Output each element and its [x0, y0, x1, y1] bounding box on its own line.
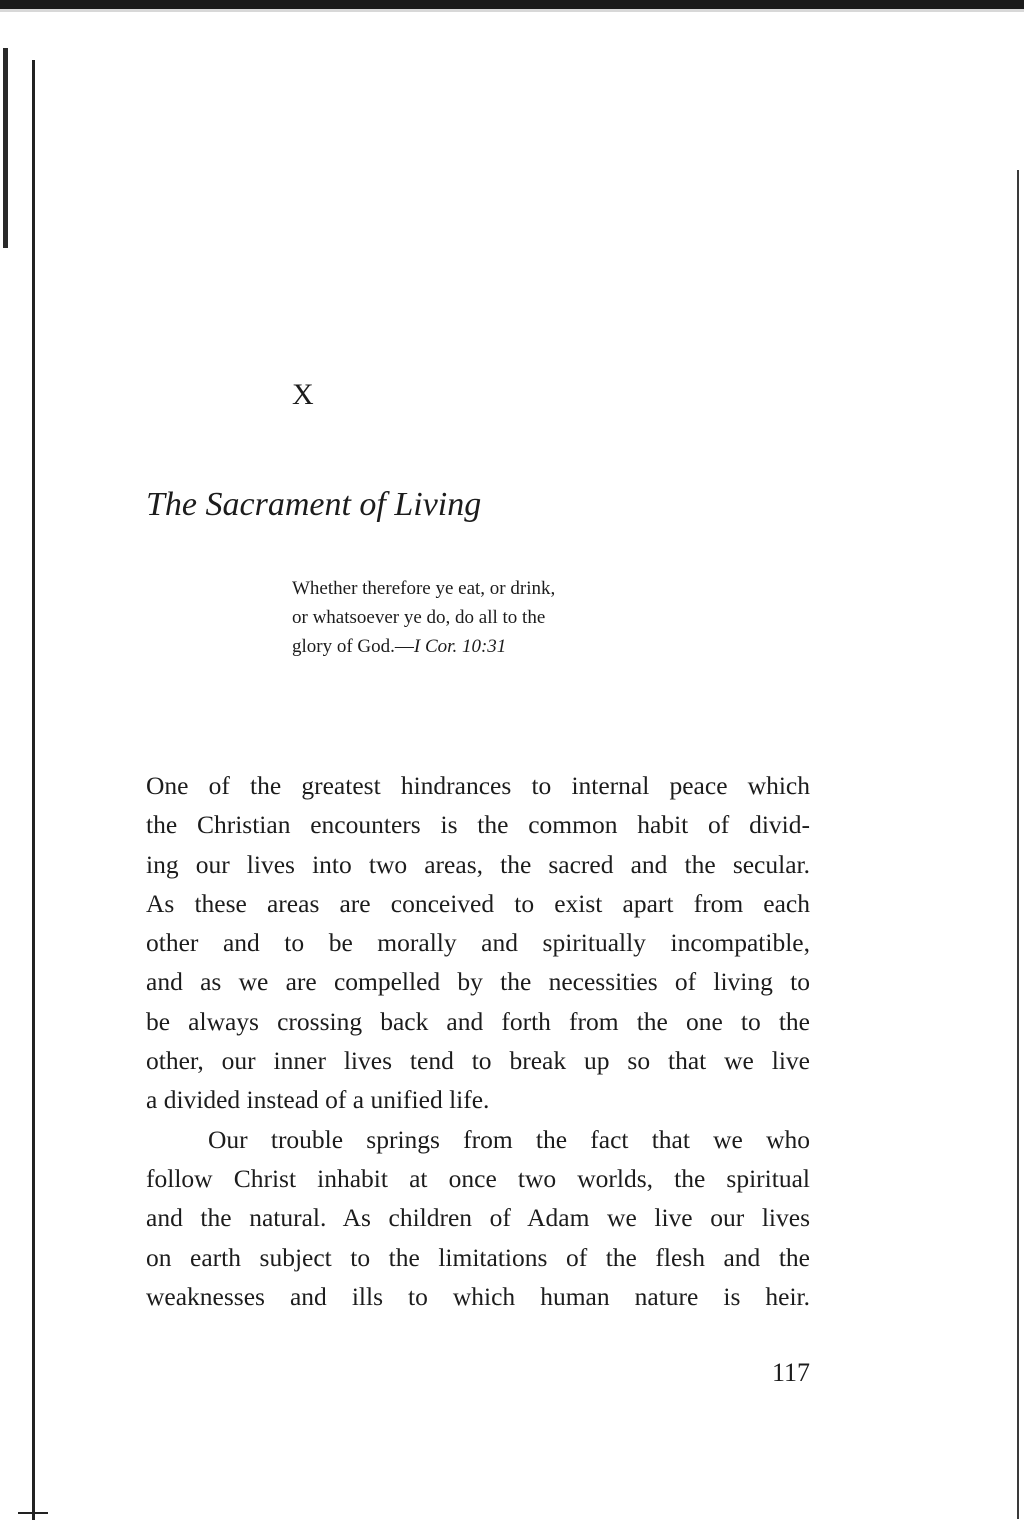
epigraph-text: glory of God.—	[292, 636, 414, 657]
paragraph-1	[146, 766, 810, 1120]
scan-top-shadow	[0, 9, 1024, 12]
text-line: weaknesses and ills to which human nature is heir.	[146, 1281, 810, 1311]
epigraph-line: Whether therefore ye eat, or drink,	[292, 578, 556, 599]
text-line: a divided instead of a unified life.	[146, 1085, 490, 1115]
epigraph	[292, 574, 672, 661]
text-line: other and to be morally and spiritually incompatible,	[146, 928, 810, 958]
scan-top-edge	[0, 0, 1024, 9]
epigraph-reference: I Cor. 10:31	[413, 636, 507, 657]
scan-left-bottom-mark	[18, 1512, 48, 1514]
epigraph-line-last	[292, 632, 672, 661]
epigraph-line: or whatsoever ye do, do all to the	[292, 607, 546, 628]
text-line: and the natural. As children of Adam we live our lives	[146, 1203, 810, 1233]
scan-left-outer-edge	[3, 48, 8, 248]
text-line: on earth subject to the limitations of the flesh and the	[146, 1242, 810, 1272]
body-text	[146, 766, 810, 1316]
chapter-title: The Sacrament of Living	[146, 486, 482, 523]
text-line: Our trouble springs from the fact that we who	[208, 1124, 810, 1154]
text-line: ing our lives into two areas, the sacred and the secular.	[146, 849, 810, 879]
text-line: other, our inner lives tend to break up so that we live	[146, 1046, 810, 1076]
page-number: 117	[771, 1358, 810, 1387]
chapter-number: X	[292, 378, 315, 411]
text-line: the Christian encounters is the common habit of divid-	[146, 810, 810, 840]
text-line: and as we are compelled by the necessities of living to	[146, 967, 810, 997]
scan-left-edge	[32, 60, 35, 1520]
text-line: One of the greatest hindrances to internal peace which	[146, 771, 810, 800]
text-line: As these areas are conceived to exist apart from each	[146, 888, 810, 918]
scan-right-edge	[1017, 170, 1019, 1519]
text-line: be always crossing back and forth from the one to the	[146, 1006, 810, 1036]
text-line: follow Christ inhabit at once two worlds, the spiritual	[146, 1163, 810, 1193]
paragraph-2	[146, 1120, 810, 1316]
